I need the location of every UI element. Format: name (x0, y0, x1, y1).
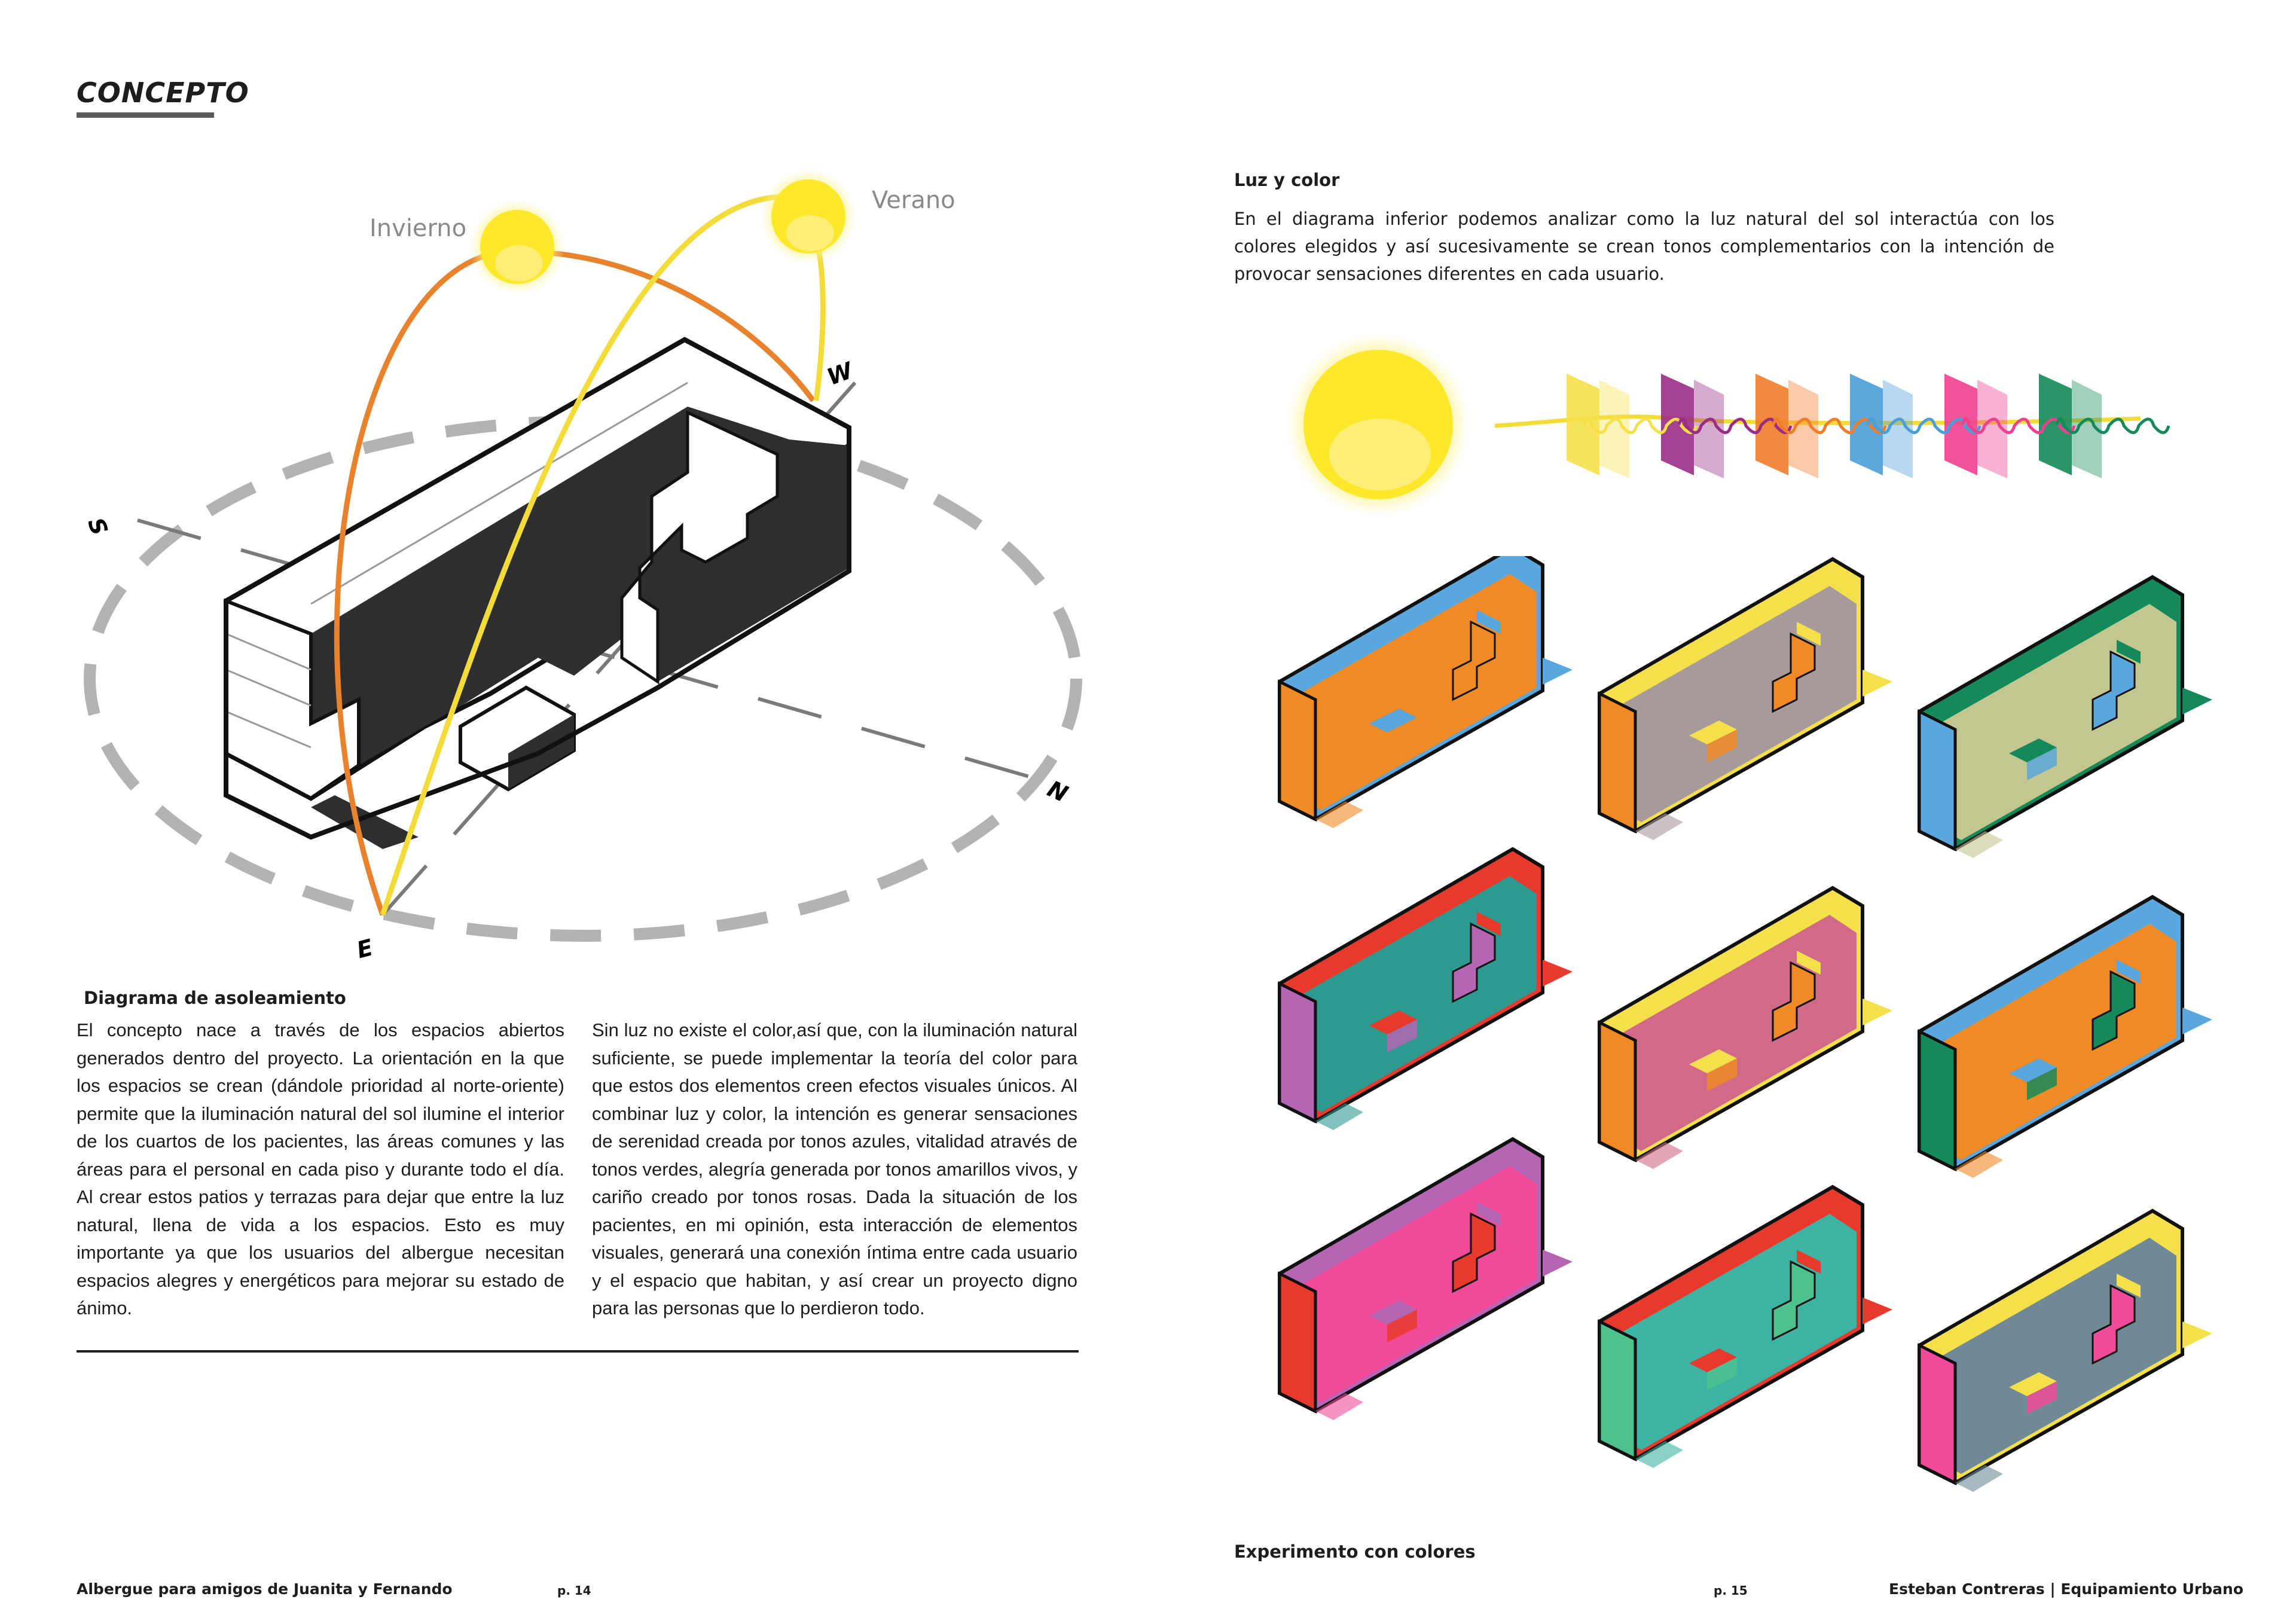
color-experiment-block (1599, 888, 1892, 1169)
color-experiment-block (1919, 1211, 2212, 1492)
diagram-caption: Diagrama de asoleamiento (84, 988, 346, 1008)
color-experiment-block (1919, 577, 2212, 858)
color-experiment-block (1599, 559, 1892, 840)
compass-east: E (353, 934, 376, 964)
light-color-title: Luz y color (1234, 170, 1340, 190)
color-experiment-block (1280, 849, 1573, 1130)
color-filter-panel (1567, 374, 1599, 475)
page-number-left: p. 14 (557, 1583, 591, 1598)
light-filter-diagram (1280, 335, 2212, 526)
color-experiment-block (1599, 1187, 1892, 1468)
compass-west: W (823, 357, 856, 390)
compass-north: N (1043, 775, 1072, 808)
page-number-right: p. 15 (1714, 1583, 1748, 1598)
experiment-caption: Experimento con colores (1234, 1541, 1476, 1562)
light-color-text: En el diagrama inferior podemos analizar como la luz natural del sol interactúa con los colores elegidos y así sucesivamente se crean tonos complementarios con la intención de provocar sensaciones diferentes en cada usuario. (1234, 209, 2054, 284)
footer-right-title: Esteban Contreras | Equipamiento Urbano (1889, 1580, 2243, 1598)
page-divider (77, 1350, 1079, 1353)
compass-south: S (83, 514, 113, 539)
concept-paragraph: El concepto nace a través de los espacios abiertos generados dentro del proyecto. La orientación en la que los espacios se crean (dándole prioridad al norte-oriente) permite que la iluminación natural del sol ilumine el interior de los cuartos de los pacientes, las áreas comunes y las áreas para el personal en cada piso y durante todo el día. Al crear estos patios y terrazas para dejar que entre la luz natural, llena de vida a los espacios. Esto es muy importante ya que los usuarios del albergue necesitan espacios alegres y energéticos para mejorar su estado de ánimo. (77, 1019, 564, 1318)
sun-path-diagram (60, 161, 1112, 987)
color-experiments-grid (1256, 556, 2236, 1525)
color-experiment-block (1280, 1139, 1573, 1420)
label-winter: Invierno (370, 215, 467, 242)
color-experiment-block (1280, 556, 1573, 828)
label-summer: Verano (872, 187, 955, 214)
section-title: CONCEPTO (77, 77, 249, 109)
color-experiment-block (1919, 897, 2212, 1178)
footer-left-title: Albergue para amigos de Juanita y Fernando (77, 1580, 453, 1598)
section-underline (77, 112, 214, 118)
color-theory-paragraph: Sin luz no existe el color,así que, con la iluminación natural suficiente, se puede implementar la teoría del color para que estos dos elementos creen efectos visuales únicos. Al combinar luz y color, la intención es generar sensaciones de serenidad creada por tonos azules, vitalidad através de tonos verdes, alegría generada por tonos amarillos vivos, y cariño creado por tonos rosas. Dada la situación de los pacientes, en mi opinión, esta interacción de elementos visuales, generará una conexión íntima entre cada usuario y el espacio que habitan, y así crear un proyecto digno para las personas que lo perdieron todo. (592, 1019, 1077, 1318)
